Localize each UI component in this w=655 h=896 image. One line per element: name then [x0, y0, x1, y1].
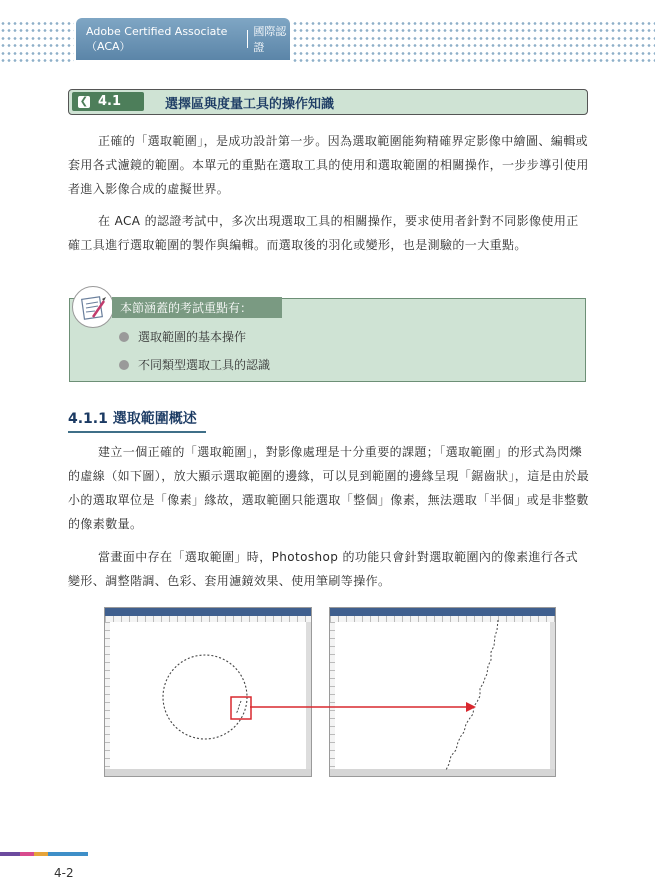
header-dots-left — [0, 22, 74, 62]
section-heading — [68, 89, 588, 115]
footer-color-bar — [0, 852, 88, 856]
section-number: 4.1 — [98, 94, 122, 109]
exam-focus-heading: 本節涵蓋的考試重點有： — [112, 297, 282, 318]
exam-notes-icon — [72, 286, 114, 328]
header-dots-right — [292, 22, 655, 62]
intro-paragraph-2: 在 ACA 的認證考試中，多次出現選取工具的相關操作，要求使用者針對不同影像使用正確工具進行選取範圍的製作與編輯。而選取後的羽化或變形，也是測驗的一大重點。 — [68, 214, 579, 252]
arrow-icon — [240, 700, 480, 714]
section-number-badge — [72, 92, 144, 111]
chevron-left-icon: ❮ — [79, 95, 89, 107]
exam-focus-item — [119, 328, 246, 345]
bullet-icon — [119, 332, 129, 342]
exam-focus-item-label: 不同類型選取工具的認識 — [138, 358, 271, 372]
page-number: 4-2 — [54, 866, 74, 880]
subsection-paragraph-1: 建立一個正確的「選取範圍」，對影像處理是十分重要的課題；「選取範圍」的形式為閃爍的虛線（如下圖），放大顯示選取範圍的邊緣，可以見到範圍的邊緣呈現「鋸齒狀」，這是由於最小的選取單位是「像素」緣故，選取範圍只能選取「整個」像素，無法選取「半個」或是非整數的像素數量。 — [68, 445, 590, 531]
exam-focus-item — [119, 356, 270, 373]
subsection-title: 4.1.1 選取範圍概述 — [68, 411, 197, 427]
header-tab — [76, 18, 290, 60]
intro-paragraph-1: 正確的「選取範圍」，是成功設計第一步。因為選取範圍能夠精確界定影像中繪圖、編輯或套用各式濾鏡的範圍。本單元的重點在選取工具的使用和選取範圍的相關操作，一步步導引使用者進入影像合成的虛擬世界。 — [68, 134, 589, 196]
subsection-underline — [68, 431, 206, 433]
bullet-icon — [119, 360, 129, 370]
screenshot-zoomed-view — [329, 607, 556, 777]
exam-focus-item-label: 選取範圍的基本操作 — [138, 330, 247, 344]
section-title: 選擇區與度量工具的操作知識 — [165, 97, 335, 112]
header-tag: 國際認證 — [253, 25, 287, 54]
screenshot-full-view — [104, 607, 312, 777]
header-brand: Adobe Certified Associate（ACA） — [86, 24, 228, 53]
subsection-paragraph-2: 當畫面中存在「選取範圍」時，Photoshop 的功能只會針對選取範圍內的像素進行各式變形、調整階調、色彩、套用濾鏡效果、使用筆刷等操作。 — [68, 550, 579, 588]
